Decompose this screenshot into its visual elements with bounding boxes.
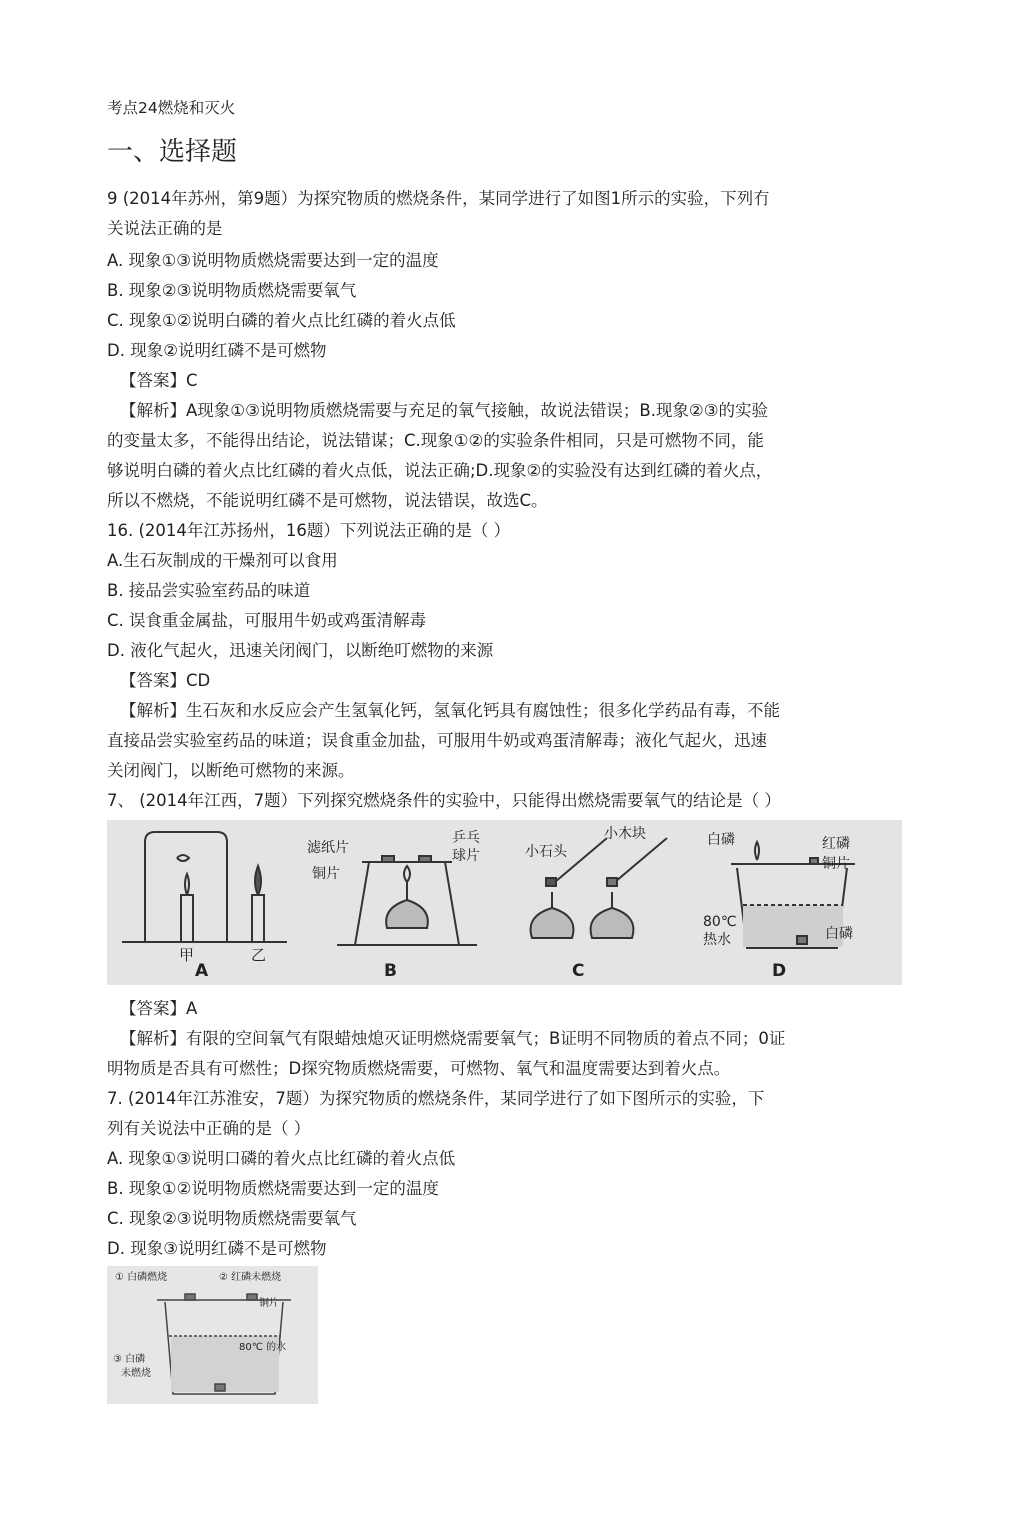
label-a: A xyxy=(195,961,209,981)
q3-analysis-line1: 【解析】有限的空间氧气有限蜡烛熄灭证明燃烧需要氧气；B证明不同物质的着点不同；0证 xyxy=(120,1029,786,1048)
label-1: ① 白磷燃烧 xyxy=(115,1272,168,1283)
q1-option-a: A. 现象①③说明物质燃烧需要达到一定的温度 xyxy=(107,251,439,270)
q3-answer: 【答案】A xyxy=(120,999,198,1018)
experiment-figure-beaker xyxy=(107,1266,318,1404)
label-b: B xyxy=(384,961,397,981)
label-bailin-bottom: 白磷 xyxy=(825,926,853,942)
label-tongpian-b: 铜片 xyxy=(312,866,340,882)
q4-option-c: C. 现象②③说明物质燃烧需要氧气 xyxy=(107,1209,357,1228)
q1-option-b: B. 现象②③说明物质燃烧需要氧气 xyxy=(107,281,357,300)
q4-stem-line1: 7. (2014年江苏淮安，7题）为探究物质的燃烧条件，某同学进行了如下图所示的实验，下 xyxy=(107,1089,765,1108)
q4-option-b: B. 现象①②说明物质燃烧需要达到一定的温度 xyxy=(107,1179,439,1198)
q2-option-a: A.生石灰制成的干燥剂可以食用 xyxy=(107,551,338,570)
q2-analysis-line1: 【解析】生石灰和水反应会产生氢氧化钙，氢氧化钙具有腐蚀性；很多化学药品有毒，不能 xyxy=(120,701,780,720)
q4-stem-line2: 列有关说法中正确的是（ ） xyxy=(107,1119,311,1138)
q1-analysis-line1: 【解析】A现象①③说明物质燃烧需要与充足的氧气接触，故说法错误；B.现象②③的实验 xyxy=(120,401,769,420)
label-tongpian-d: 铜片 xyxy=(822,856,850,872)
experiment-diagram xyxy=(107,820,902,985)
q1-stem-line2: 关说法正确的是 xyxy=(107,219,223,238)
q2-option-b: B. 接品尝实验室药品的味道 xyxy=(107,581,311,600)
q1-stem-line1: 9 (2014年苏州，第9题）为探究物质的燃烧条件，某同学进行了如图1所示的实验，下列冇 xyxy=(107,189,770,208)
label-pingpang-2: 球片 xyxy=(452,848,480,864)
label-3a: ③ 白磷 xyxy=(113,1354,146,1365)
q2-option-d: D. 液化气起火，迅速关闭阀门，以断绝叮燃物的来源 xyxy=(107,641,494,660)
label-c: C xyxy=(572,961,585,981)
q3-analysis-line2: 明物质是否具有可燃性；D探究物质燃烧需要，可燃物、氧气和温度需要达到着火点。 xyxy=(107,1059,731,1078)
label-yi: 乙 xyxy=(251,946,267,964)
label-tong: 铜片 xyxy=(259,1298,279,1309)
section-title: 一、选择题 xyxy=(107,137,238,167)
q2-answer: 【答案】CD xyxy=(120,671,211,690)
label-honglin: 红磷 xyxy=(822,836,850,852)
beaker-diagram xyxy=(107,1266,318,1404)
label-2: ② 红磷未燃烧 xyxy=(219,1272,282,1283)
q3-stem: 7、 (2014年江西，7题）下列探究燃烧条件的实验中，只能得出燃烧需要氧气的结论是（ ） xyxy=(107,791,781,810)
label-temp: 80℃ xyxy=(703,914,737,930)
label-bailin-top: 白磷 xyxy=(707,832,735,848)
label-lvzhi: 滤纸片 xyxy=(307,840,349,856)
label-jia: 甲 xyxy=(179,946,195,964)
q2-stem: 16. (2014年江苏扬州，16题）下列说法正确的是（ ） xyxy=(107,521,511,540)
q2-option-c: C. 误食重金属盐，可服用牛奶或鸡蛋清解毒 xyxy=(107,611,427,630)
q1-analysis-line2: 的变量太多，不能得出结论，说法错谋；C.现象①②的实验条件相同，只是可燃物不同，能 xyxy=(107,431,764,450)
label-pingpang-1: 乒乓 xyxy=(452,830,480,846)
q1-analysis-line4: 所以不燃烧，不能说明红磷不是可燃物，说法错误，故选C。 xyxy=(107,491,548,510)
q1-analysis-line3: 够说明白磷的着火点比红磷的着火点低，说法正确;D.现象②的实验没有达到红磷的着火点， xyxy=(107,461,773,480)
label-reshui: 热水 xyxy=(703,932,731,948)
q1-option-c: C. 现象①②说明白磷的着火点比红磷的着火点低 xyxy=(107,311,456,330)
q2-analysis-line3: 关闭阀门，以断绝可燃物的来源。 xyxy=(107,761,355,780)
q2-analysis-line2: 直接品尝实验室药品的味道；误食重金加盐，可服用牛奶或鸡蛋清解毒；液化气起火，迅速 xyxy=(107,731,767,750)
label-xiaomukuai: 小木块 xyxy=(604,826,646,842)
q1-answer: 【答案】C xyxy=(120,371,198,390)
label-d: D xyxy=(772,961,787,981)
label-water: 80℃ 的水 xyxy=(239,1342,287,1353)
label-3b: 未燃烧 xyxy=(121,1368,151,1379)
q4-option-a: A. 现象①③说明口磷的着火点比红磷的着火点低 xyxy=(107,1149,456,1168)
q1-option-d: D. 现象②说明红磷不是可燃物 xyxy=(107,341,327,360)
experiment-figure-abcd xyxy=(107,820,902,985)
label-xiaoshitou: 小石头 xyxy=(525,844,567,860)
q4-option-d: D. 现象③说明红磷不是可燃物 xyxy=(107,1239,327,1258)
topic-heading: 考点24燃烧和灭火 xyxy=(107,99,236,117)
